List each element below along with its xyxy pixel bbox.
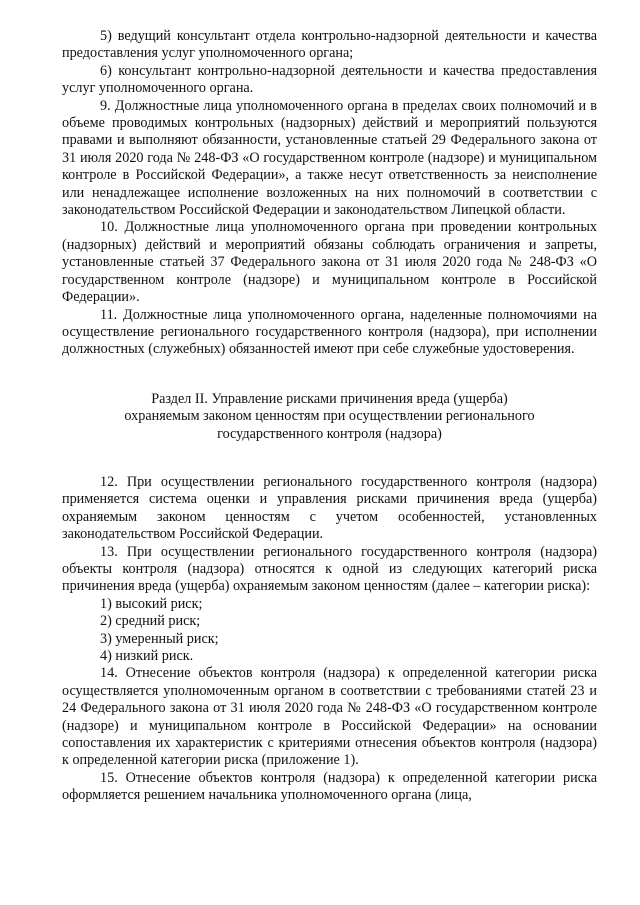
paragraph-15: 15. Отнесение объектов контроля (надзора) к определенной категории риска оформляется решением начальника уполномоченного органа (лица,: [62, 769, 597, 804]
paragraph-11: 11. Должностные лица уполномоченного органа, наделенные полномочиями на осуществление регионального государственного контроля (надзора), при исполнении должностных (служебных) обязанностей имеют при себе служебные удостоверения.: [62, 306, 597, 358]
section-heading-line-1: Раздел II. Управление рисками причинения вреда (ущерба): [151, 390, 508, 407]
document-page: [62, 28, 597, 805]
paragraph-13: 13. При осуществлении регионального государственного контроля (надзора) объекты контроля (надзора) относятся к одной из следующих категорий риска причинения вреда (ущерба) охраняемым законом ценностям (далее – категории риска):: [62, 543, 597, 595]
section-heading: [62, 391, 597, 443]
paragraph-14: 14. Отнесение объектов контроля (надзора) к определенной категории риска осуществляется уполномоченным органом в соответствии с требованиями статей 23 и 24 Федерального закона от 31 июля 2020 года № 248-ФЗ «О государственном контроле (надзоре) и муниципальном контроле в Российской Федерации» на основании сопоставления их характеристик с критериями отнесения объектов контроля (надзора) к определенной категории риска (приложение 1).: [62, 665, 597, 769]
paragraph-12: 12. При осуществлении регионального государственного контроля (надзора) применяется система оценки и управления рисками причинения вреда (ущерба) охраняемым законом ценностям с учетом особенностей, установленных законодательством Российской Федерации.: [62, 473, 597, 543]
paragraph-10: 10. Должностные лица уполномоченного органа при проведении контрольных (надзорных) действий и мероприятий обязаны соблюдать ограничения и запреты, установленные статьей 37 Федерального закона от 31 июля 2020 года № 248-ФЗ «О государственном контроле (надзоре) и муниципальном контроле в Российской Федерации».: [62, 219, 597, 306]
section-heading-line-2: охраняемым законом ценностям при осуществлении регионального: [124, 408, 535, 425]
paragraph-item-5: 5) ведущий консультант отдела контрольно-надзорной деятельности и качества предоставления услуг уполномоченного органа;: [62, 28, 597, 62]
risk-item-high: 1) высокий риск;: [100, 595, 203, 612]
risk-item-moderate: 3) умеренный риск;: [100, 630, 219, 647]
risk-item-medium: 2) средний риск;: [100, 613, 201, 630]
risk-item-low: 4) низкий риск.: [100, 648, 194, 664]
section-heading-line-3: государственного контроля (надзора): [217, 425, 442, 442]
paragraph-9: 9. Должностные лица уполномоченного органа в пределах своих полномочий и в объеме проводимых контрольных (надзорных) действий и мероприятий пользуются правами и выполняют обязанности, установленные статьей 29 Федерального закона от 31 июля 2020 года № 248-ФЗ «О государственном контроле (надзоре) и муниципальном контроле в Российской Федерации», а также несут ответственность за неисполнение или ненадлежащее исполнение возложенных на них полномочий в соответствии с законодательством Российской Федерации и законодательством Липецкой области.: [62, 97, 597, 219]
paragraph-item-6: 6) консультант контрольно-надзорной деятельности и качества предоставления услуг уполномоченного органа.: [62, 62, 597, 97]
